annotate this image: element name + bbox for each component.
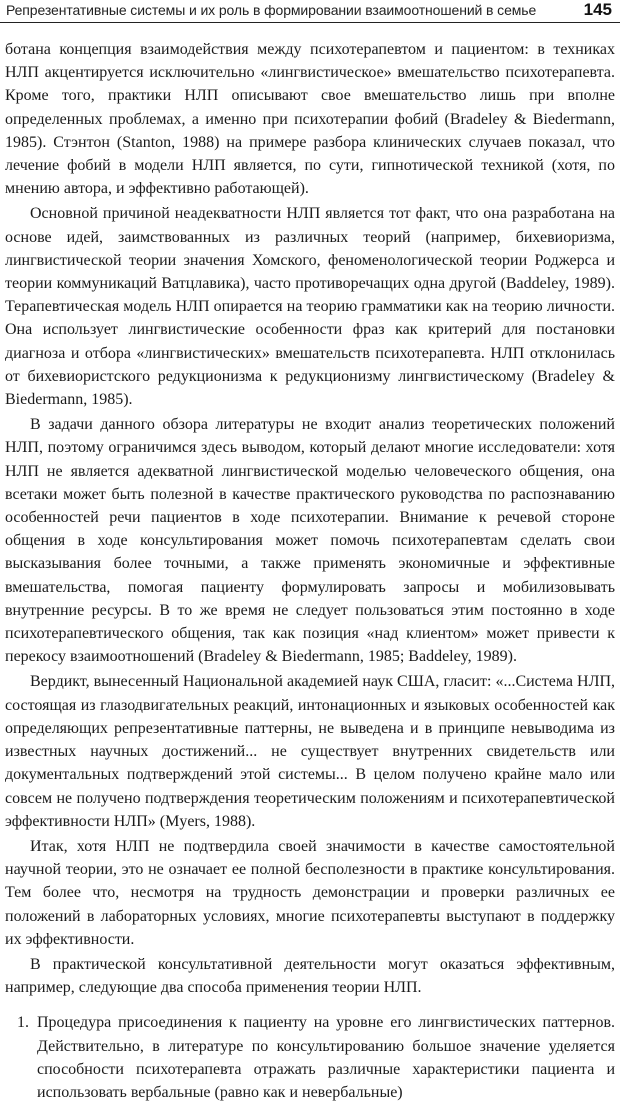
- running-header-title: Репрезентативные системы и их роль в формировании взаимоотношений в семье: [6, 2, 537, 18]
- paragraph: В практической консультативной деятельности могут оказаться эффективным, например, следующие два способа применения теории НЛП.: [5, 955, 615, 997]
- list-item-text: Процедура присоединения к пациенту на уровне его лингвистических паттернов. Действительно, в литературе по консультированию большое значение уделяется способности психотерапевта отражать различные характеристики пациента и использовать вербальные (равно как и невербальные): [37, 1014, 615, 1101]
- page-body: [5, 38, 615, 1104]
- running-header: [0, 0, 620, 23]
- list-item-number: 1.: [17, 1014, 29, 1032]
- paragraph: В задачи данного обзора литературы не входит анализ теоретических положений НЛП, поэтому ограничимся здесь выводом, который делают многие исследователи: хотя НЛП не является адекватной лингвистической моделью человеческого общения, она всетаки может быть полезной в качестве практического руководства по распознаванию особенностей речи пациентов в ходе психотерапии. Внимание к речевой стороне общения в ходе консультирования может помочь психотерапевтам сделать свои высказывания более точными, а также применять экономичные и эффективные вмешательства, помогая пациенту формулировать запросы и мобилизовывать внутренние ресурсы. В то же время не следует пользоваться этим постоянно в ходе психотерапевтического общения, так как позиция «над клиентом» может привести к перекосу взаимоотношений (Bradeley & Biedermann, 1985; Baddeley, 1989).: [5, 416, 615, 666]
- paragraph-continued: ботана концепция взаимодействия между психотерапевтом и пациентом: в техниках НЛП акцентируется исключительно «лингвистическое» вмешательство психотерапевта. Кроме того, практики НЛП описывают свое вмешательство лишь при вполне определенных проблемах, а именно при психотерапии фобий (Bradeley & Biedermann, 1985). Стэнтон (Stanton, 1988) на примере разбора клинических случаев показал, что лечение фобий в модели НЛП является, по сути, гипнотической техникой (хотя, по мнению автора, и эффективно работающей).: [5, 41, 615, 198]
- list-item: [5, 1011, 615, 1104]
- page-number: 145: [583, 0, 612, 19]
- paragraph: Основной причиной неадекватности НЛП является тот факт, что она разработана на основе идей, заимствованных из различных теорий (например, бихевиоризма, лингвистической теории значения Хомского, феноменологической теории Роджерса и теории коммуникаций Ватцлавика), часто противоречащих одна другой (Baddeley, 1989). Терапевтическая модель НЛП опирается на теорию грамматики как на теорию личности. Она использует лингвистические особенности фраз как критерий для постановки диагноза и отбора «лингвистических» вмешательств психотерапевта. НЛП отклонилась от бихевиористского редукционизма к редукционизму лингвистическому (Bradeley & Biedermann, 1985).: [5, 205, 615, 409]
- paragraph-quote: Вердикт, вынесенный Национальной академией наук США, гласит: «...Система НЛП, состоящая из глазодвигательных реакций, интонационных и языковых особенностей как определяющих репрезентативные паттерны, не выведена и в принципе невыводима из известных научных достижений... не существует внутренних свидетельств или документальных подтверждений этой системы... В целом получено крайне мало или совсем не получено подтверждения теоретическим положениям и психотерапевтической эффективности НЛП» (Myers, 1988).: [5, 673, 615, 830]
- paragraph: Итак, хотя НЛП не подтвердила своей значимости в качестве самостоятельной научной теории, это не означает ее полной бесполезности в практике консультирования. Тем более что, несмотря на трудность демонстрации и проверки различных ее положений в лабораторных условиях, многие психотерапевты выступают в поддержку их эффективности.: [5, 837, 615, 948]
